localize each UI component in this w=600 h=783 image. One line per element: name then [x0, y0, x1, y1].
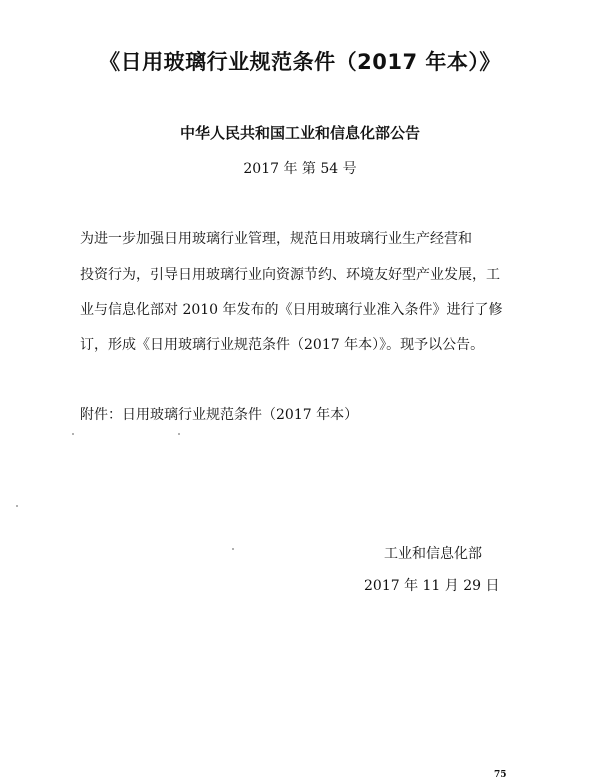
scan-speck [72, 433, 74, 435]
notice-number: 2017 年 第 54 号 [243, 161, 357, 177]
body-line-2: 投资行为，引导日用玻璃行业向资源节约、环境友好型产业发展，工 [80, 267, 500, 283]
sign-date: 2017 年 11 月 29 日 [364, 578, 500, 594]
signer-name: 工业和信息化部 [384, 546, 482, 562]
issuer-heading: 中华人民共和国工业和信息化部公告 [179, 124, 420, 142]
body-line-1: 为进一步加强日用玻璃行业管理，规范日用玻璃行业生产经营和 [80, 231, 472, 247]
body-line-3: 业与信息化部对 2010 年发布的《日用玻璃行业准入条件》进行了修 [80, 302, 503, 318]
scan-speck [178, 433, 180, 435]
scan-speck [232, 548, 234, 550]
page-number: 75 [494, 770, 507, 780]
scan-speck [16, 505, 18, 507]
attachment-line: 附件：日用玻璃行业规范条件（2017 年本） [80, 407, 359, 423]
document-title: 《日用玻璃行业规范条件（2017 年本）》 [99, 50, 501, 74]
body-line-4: 订，形成《日用玻璃行业规范条件（2017 年本）》。现予以公告。 [80, 337, 485, 353]
